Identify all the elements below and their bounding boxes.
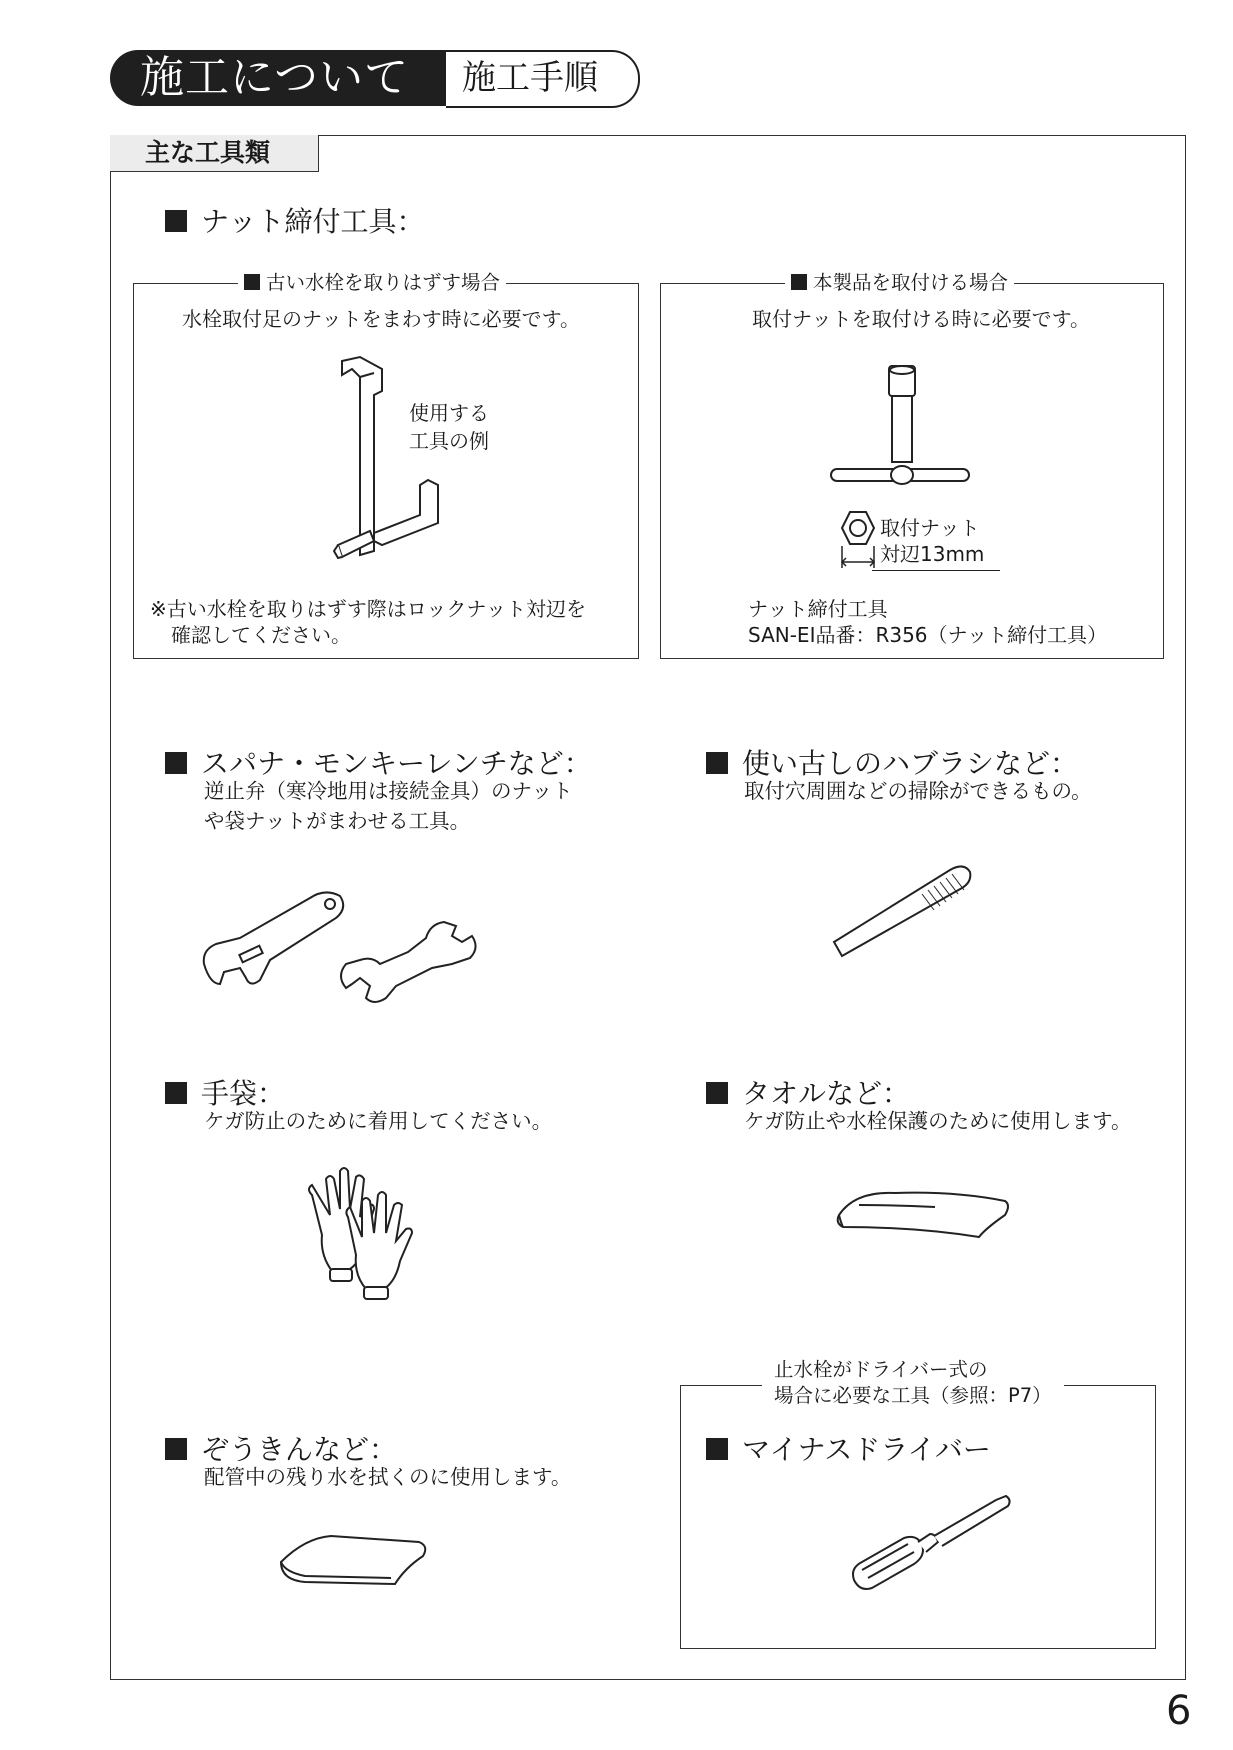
wrench-icon <box>200 880 490 1010</box>
rag-desc: 配管中の残り水を拭くのに使用します。 <box>204 1465 572 1489</box>
towel-desc: ケガ防止や水栓保護のために使用します。 <box>744 1109 1132 1133</box>
tool-example-label-1: 使用する <box>409 401 489 425</box>
old-faucet-legend: 古い水栓を取りはずす場合 <box>238 270 506 296</box>
toothbrush-desc: 取付穴周囲などの掃除ができるもの。 <box>744 779 1092 803</box>
square-bullet-icon <box>791 274 807 290</box>
rag-icon <box>275 1528 435 1590</box>
square-bullet-icon <box>165 1438 187 1460</box>
toothbrush-icon <box>830 858 980 968</box>
square-bullet-icon <box>165 752 187 774</box>
screwdriver-legend: 止水栓がドライバー式の 場合に必要な工具（参照：P7） <box>762 1357 1064 1409</box>
page-number: 6 <box>1166 1688 1192 1734</box>
old-faucet-desc: 水栓取付足のナットをまわす時に必要です。 <box>182 307 580 331</box>
nut-tool-heading: ナット締付工具： <box>165 200 424 240</box>
spanner-desc-2: や袋ナットがまわせる工具。 <box>204 809 471 833</box>
tools-tab-label: 主な工具類 <box>145 138 271 167</box>
nut-tool-part-number: SAN-EI品番：R356（ナット締付工具） <box>748 623 1108 647</box>
square-bullet-icon <box>706 1082 728 1104</box>
square-bullet-icon <box>706 752 728 774</box>
toothbrush-heading: 使い古しのハブラシなど： <box>706 742 1078 782</box>
screwdriver-heading: マイナスドライバー <box>706 1428 991 1468</box>
square-bullet-icon <box>706 1438 728 1460</box>
spanner-desc-1: 逆止弁（寒冷地用は接続金具）のナット <box>204 779 573 803</box>
square-bullet-icon <box>244 274 260 290</box>
tool-example-label-2: 工具の例 <box>409 429 489 453</box>
nut-label-2: 対辺13mm <box>880 542 985 566</box>
square-bullet-icon <box>165 1082 187 1104</box>
page-subtitle: 施工手順 <box>462 58 598 98</box>
new-product-desc: 取付ナットを取付ける時に必要です。 <box>752 307 1090 331</box>
lock-nut-wrench-icon <box>330 355 460 575</box>
nut-label-1: 取付ナット <box>880 516 980 540</box>
nut-tool-name: ナット締付工具 <box>748 597 888 621</box>
gloves-desc: ケガ防止のために着用してください。 <box>204 1109 553 1133</box>
old-faucet-note-1: ※古い水栓を取りはずす際はロックナット対辺を <box>150 597 586 621</box>
square-bullet-icon <box>165 210 187 232</box>
page-title: 施工について <box>140 52 410 103</box>
towel-icon <box>835 1185 1015 1245</box>
old-faucet-note-2: 確認してください。 <box>171 623 351 647</box>
towel-heading: タオルなど： <box>706 1072 910 1112</box>
nut-label-underline <box>872 570 1000 571</box>
t-handle-socket-wrench-icon <box>825 362 975 492</box>
rag-heading: ぞうきんなど： <box>165 1428 397 1468</box>
flathead-screwdriver-icon <box>848 1490 1018 1600</box>
gloves-icon <box>300 1165 430 1300</box>
hex-nut-icon <box>832 510 882 570</box>
new-product-legend: 本製品を取付ける場合 <box>785 270 1014 296</box>
gloves-heading: 手袋： <box>165 1072 285 1112</box>
spanner-heading: スパナ・モンキーレンチなど： <box>165 742 592 782</box>
